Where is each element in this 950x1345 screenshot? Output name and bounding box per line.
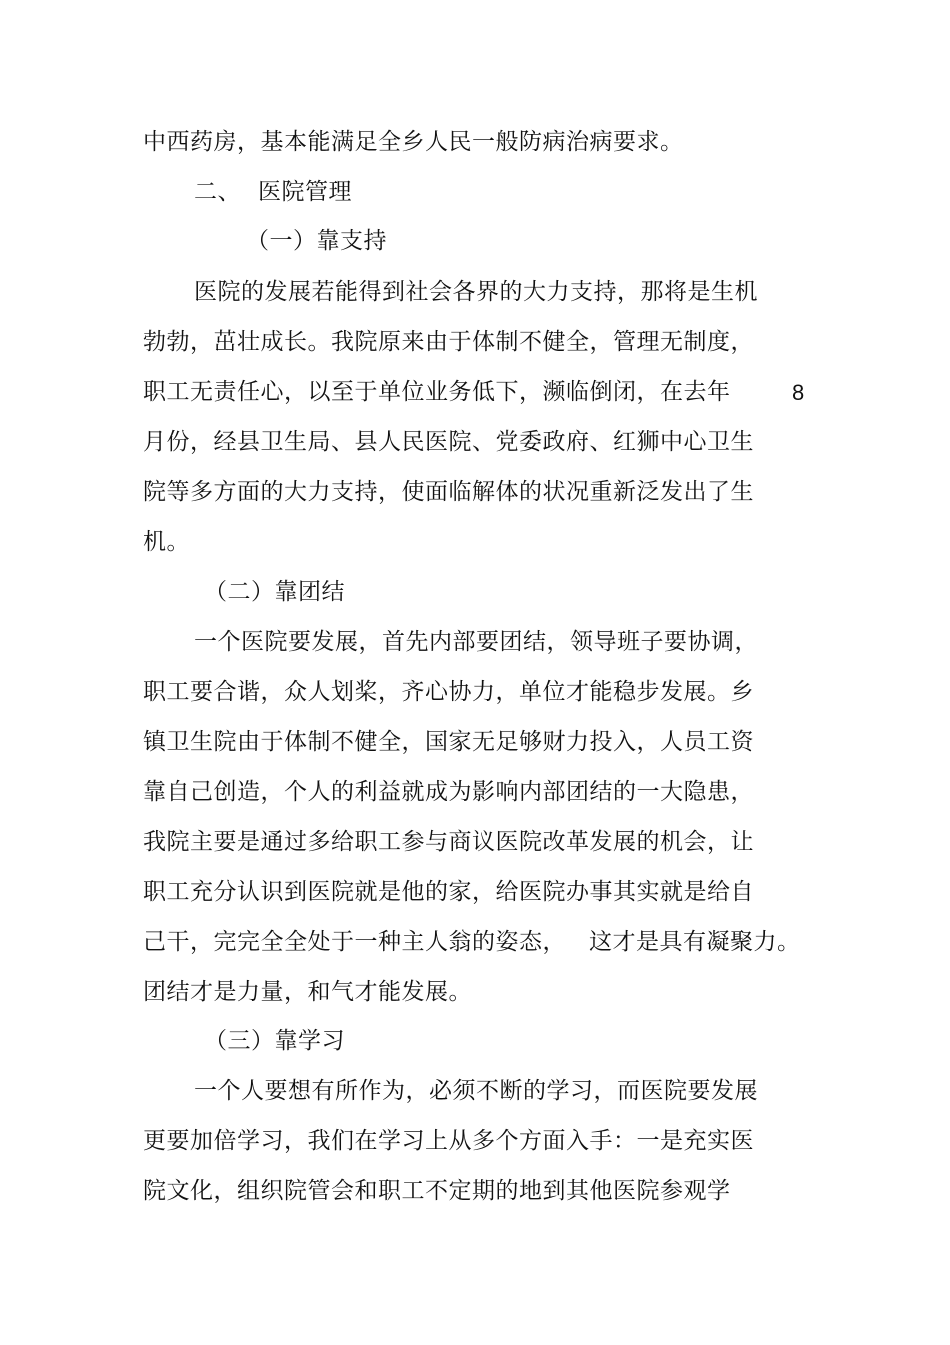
paragraph-line-9: 职工要合谐，众人划桨，齐心协力，单位才能稳步发展。乡 xyxy=(143,679,754,705)
paragraph-line-12: 我院主要是通过多给职工参与商议医院改革发展的机会，让 xyxy=(143,829,754,855)
paragraph-line-3: 勃勃，茁壮成长。我院原来由于体制不健全，管理无制度， xyxy=(143,329,754,355)
paragraph-line-16: 一个人要想有所作为，必须不断的学习，而医院要发展 xyxy=(194,1078,758,1104)
paragraph-line-8: 一个医院要发展，首先内部要团结，领导班子要协调， xyxy=(194,629,758,655)
paragraph-line-14a: 己干，完完全全处于一种主人翁的姿态， xyxy=(143,929,566,955)
section-heading-2: 医院管理 xyxy=(258,179,352,205)
paragraph-line-6: 院等多方面的大力支持，使面临解体的状况重新泛发出了生 xyxy=(143,479,754,505)
paragraph-line-4: 职工无责任心，以至于单位业务低下，濒临倒闭，在去年 xyxy=(143,379,731,405)
paragraph-line-15: 团结才是力量，和气才能发展。 xyxy=(143,979,472,1005)
margin-number: 8 xyxy=(792,380,805,405)
paragraph-line-18: 院文化，组织院管会和职工不定期的地到其他医院参观学 xyxy=(143,1178,731,1204)
subheading-2: （二）靠团结 xyxy=(204,579,345,605)
paragraph-line-10: 镇卫生院由于体制不健全，国家无足够财力投入，人员工资 xyxy=(143,729,754,755)
paragraph-line-7: 机。 xyxy=(143,529,190,555)
paragraph-line-5: 月份，经县卫生局、县人民医院、党委政府、红狮中心卫生 xyxy=(143,429,754,455)
subheading-3: （三）靠学习 xyxy=(204,1028,345,1054)
paragraph-line-2: 医院的发展若能得到社会各界的大力支持，那将是生机 xyxy=(194,279,758,305)
paragraph-line-1: 中西药房，基本能满足全乡人民一般防病治病要求。 xyxy=(143,129,684,155)
section-number-2: 二、 xyxy=(194,179,241,205)
paragraph-line-14b: 这才是具有凝聚力。 xyxy=(589,929,801,955)
paragraph-line-11: 靠自己创造，个人的利益就成为影响内部团结的一大隐患， xyxy=(143,779,754,805)
paragraph-line-17: 更要加倍学习，我们在学习上从多个方面入手：一是充实医 xyxy=(143,1128,754,1154)
subheading-1: （一）靠支持 xyxy=(246,228,387,254)
paragraph-line-13: 职工充分认识到医院就是他的家，给医院办事其实就是给自 xyxy=(143,879,754,905)
